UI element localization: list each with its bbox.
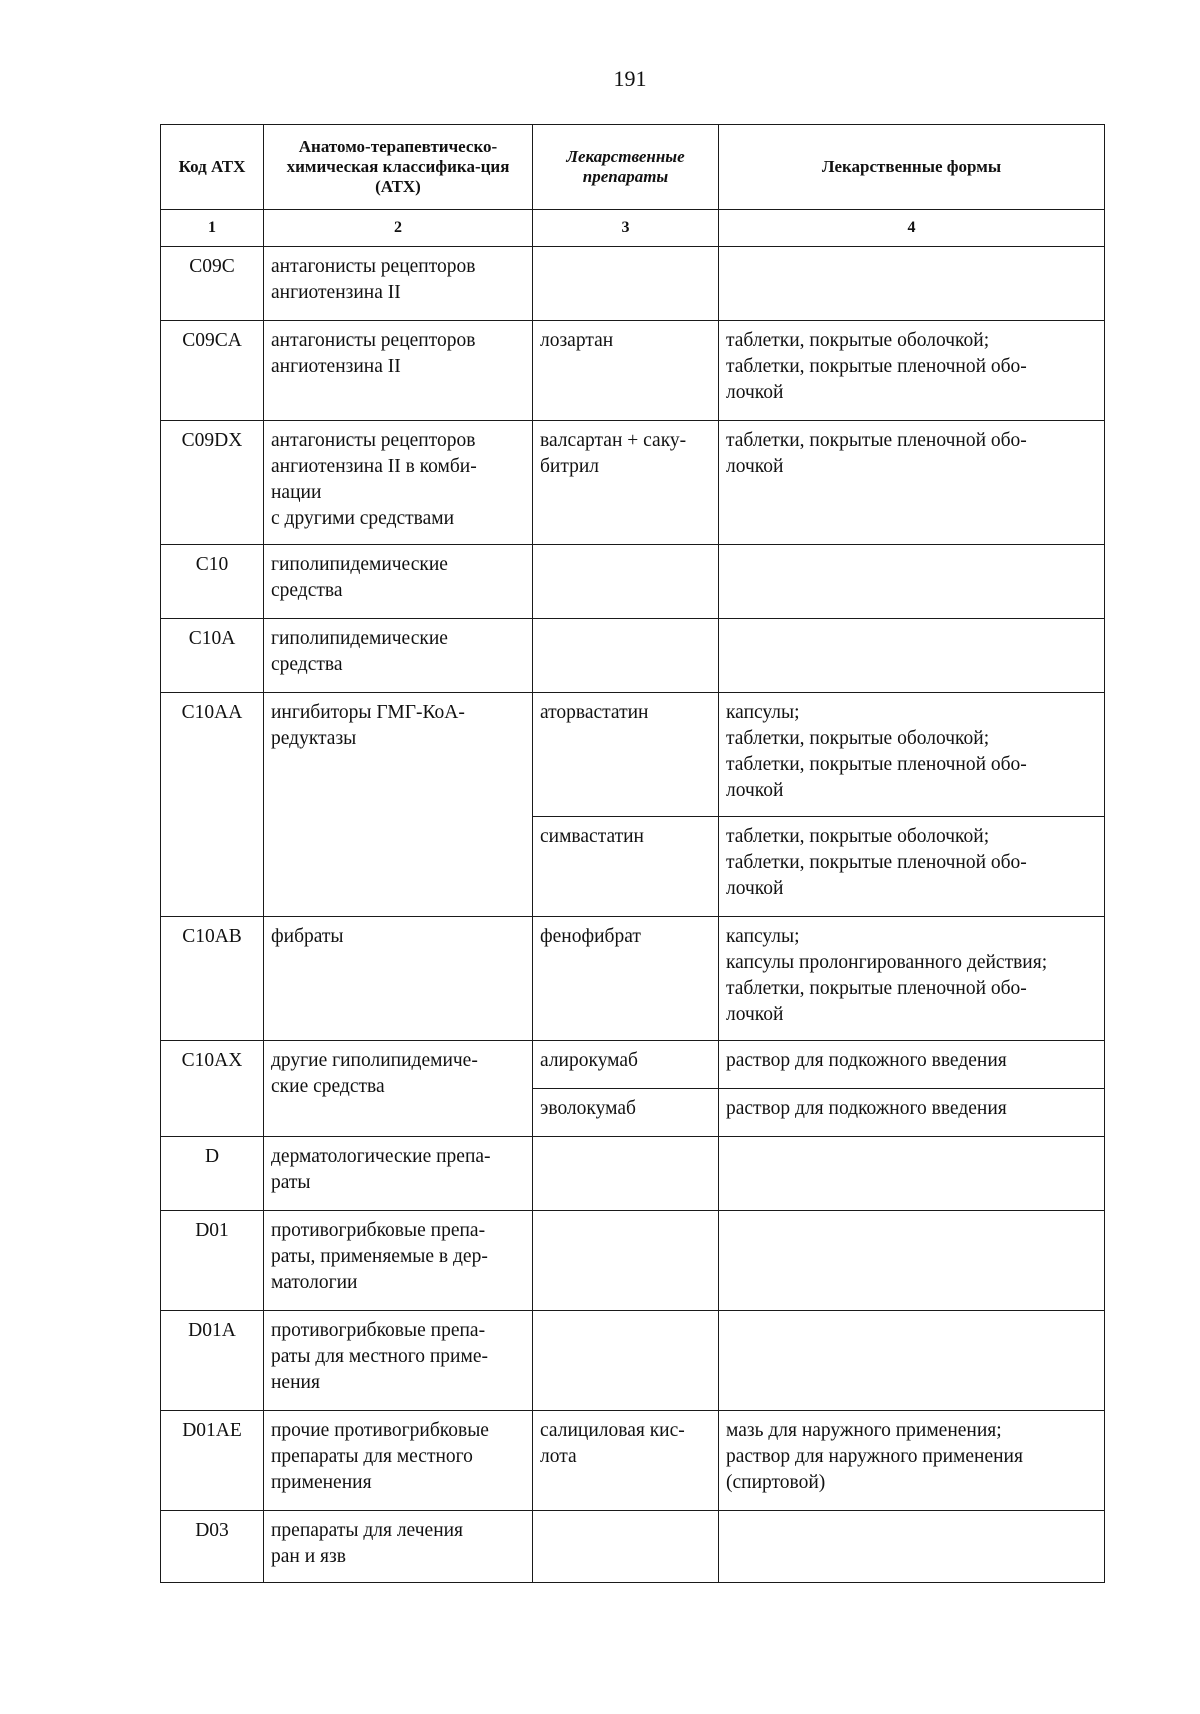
dosage-form-cell-line: лочкой bbox=[726, 382, 784, 403]
atx-classification-cell bbox=[264, 1041, 533, 1137]
dosage-form-cell-line: лочкой bbox=[726, 780, 784, 801]
dosage-form-cell-line: таблетки, покрытые пленочной обо- bbox=[726, 852, 1027, 873]
drug-cell bbox=[533, 817, 719, 917]
atx-classification-cell-line: средства bbox=[271, 580, 343, 601]
atx-classification-cell-line: раты, применяемые в дер- bbox=[271, 1246, 488, 1267]
atx-classification-cell-line: нации bbox=[271, 482, 322, 503]
atx-classification-cell-line: нения bbox=[271, 1372, 320, 1393]
drug-cell bbox=[533, 1137, 719, 1211]
atx-classification-cell bbox=[264, 421, 533, 545]
drug-cell-line: аторвастатин bbox=[540, 702, 649, 723]
dosage-form-cell-line: лочкой bbox=[726, 456, 784, 477]
atx-classification-cell-line: противогрибковые препа- bbox=[271, 1220, 486, 1241]
dosage-form-cell bbox=[719, 1089, 1105, 1137]
table-row bbox=[161, 1511, 1105, 1583]
atx-classification-cell bbox=[264, 1311, 533, 1411]
atx-classification-cell-line: ингибиторы ГМГ-КоА- bbox=[271, 702, 465, 723]
atx-classification-cell-line: применения bbox=[271, 1472, 372, 1493]
column-number: 4 bbox=[719, 210, 1105, 247]
column-number: 1 bbox=[161, 210, 264, 247]
table-row bbox=[161, 1311, 1105, 1411]
dosage-form-cell bbox=[719, 817, 1105, 917]
dosage-form-cell-line: таблетки, покрытые оболочкой; bbox=[726, 826, 990, 847]
atx-classification-cell-line: дерматологические препа- bbox=[271, 1146, 491, 1167]
dosage-form-cell bbox=[719, 1211, 1105, 1311]
atx-classification-cell bbox=[264, 1511, 533, 1583]
drug-cell bbox=[533, 1411, 719, 1511]
drug-cell bbox=[533, 1041, 719, 1089]
atx-classification-cell-line: антагонисты рецепторов bbox=[271, 330, 476, 351]
atx-classification-cell-line: ангиотензина II в комби- bbox=[271, 456, 477, 477]
drug-cell-line: симвастатин bbox=[540, 826, 644, 847]
table-row bbox=[161, 247, 1105, 321]
dosage-form-cell-line: (спиртовой) bbox=[726, 1472, 826, 1493]
drug-cell bbox=[533, 1311, 719, 1411]
atx-code-cell: C10 bbox=[161, 545, 264, 619]
table-row bbox=[161, 693, 1105, 817]
atx-classification-cell bbox=[264, 917, 533, 1041]
dosage-form-cell bbox=[719, 693, 1105, 817]
atx-code-cell: C10AA bbox=[161, 693, 264, 917]
dosage-form-cell-line: раствор для подкожного введения bbox=[726, 1098, 1007, 1119]
dosage-form-cell-line: таблетки, покрытые оболочкой; bbox=[726, 728, 990, 749]
table-row bbox=[161, 421, 1105, 545]
atx-classification-cell-line: другие гиполипидемиче- bbox=[271, 1050, 478, 1071]
dosage-form-cell-line: капсулы; bbox=[726, 926, 800, 947]
atx-classification-cell-line: ангиотензина II bbox=[271, 356, 401, 377]
drug-cell-line: алирокумаб bbox=[540, 1050, 638, 1071]
drug-cell bbox=[533, 1211, 719, 1311]
page-number: 191 bbox=[613, 66, 647, 91]
dosage-form-cell-line: таблетки, покрытые пленочной обо- bbox=[726, 430, 1027, 451]
table-row bbox=[161, 1137, 1105, 1211]
dosage-form-cell bbox=[719, 619, 1105, 693]
dosage-form-cell-line: лочкой bbox=[726, 878, 784, 899]
dosage-form-cell-line: таблетки, покрытые пленочной обо- bbox=[726, 356, 1027, 377]
dosage-form-cell-line: лочкой bbox=[726, 1004, 784, 1025]
atx-classification-cell-line: с другими средствами bbox=[271, 508, 455, 529]
atx-classification-cell bbox=[264, 545, 533, 619]
atx-classification-cell bbox=[264, 1211, 533, 1311]
table-row bbox=[161, 917, 1105, 1041]
column-number: 3 bbox=[533, 210, 719, 247]
dosage-form-cell-line: таблетки, покрытые пленочной обо- bbox=[726, 754, 1027, 775]
drug-cell-line: лота bbox=[540, 1446, 577, 1467]
atx-code-cell: C10AX bbox=[161, 1041, 264, 1137]
atx-code-cell: C10A bbox=[161, 619, 264, 693]
header-dosage-forms: Лекарственные формы bbox=[719, 125, 1105, 210]
dosage-form-cell-line: капсулы; bbox=[726, 702, 800, 723]
header-atx-code: Код АТХ bbox=[161, 125, 264, 210]
atx-code-cell: D03 bbox=[161, 1511, 264, 1583]
drug-cell bbox=[533, 247, 719, 321]
drug-cell bbox=[533, 545, 719, 619]
drug-cell-line: эволокумаб bbox=[540, 1098, 636, 1119]
atx-code-cell: C09CA bbox=[161, 321, 264, 421]
dosage-form-cell bbox=[719, 1311, 1105, 1411]
drug-cell bbox=[533, 917, 719, 1041]
drug-cell bbox=[533, 693, 719, 817]
atx-classification-cell bbox=[264, 619, 533, 693]
atx-code-cell: C09C bbox=[161, 247, 264, 321]
drug-cell bbox=[533, 619, 719, 693]
drug-cell-line: лозартан bbox=[540, 330, 614, 351]
atx-classification-cell-line: раты bbox=[271, 1172, 311, 1193]
atx-classification-cell-line: редуктазы bbox=[271, 728, 357, 749]
atx-classification-cell bbox=[264, 321, 533, 421]
dosage-form-cell bbox=[719, 321, 1105, 421]
drug-cell-line: фенофибрат bbox=[540, 926, 641, 947]
dosage-form-cell-line: таблетки, покрытые пленочной обо- bbox=[726, 978, 1027, 999]
drug-cell bbox=[533, 1511, 719, 1583]
dosage-form-cell bbox=[719, 1411, 1105, 1511]
atx-table bbox=[160, 124, 1105, 1583]
dosage-form-cell-line: раствор для подкожного введения bbox=[726, 1050, 1007, 1071]
dosage-form-cell bbox=[719, 1041, 1105, 1089]
dosage-form-cell-line: капсулы пролонгированного действия; bbox=[726, 952, 1048, 973]
atx-code-cell: D01AE bbox=[161, 1411, 264, 1511]
dosage-form-cell-line: таблетки, покрытые оболочкой; bbox=[726, 330, 990, 351]
dosage-form-cell bbox=[719, 1137, 1105, 1211]
atx-classification-cell-line: средства bbox=[271, 654, 343, 675]
table-row bbox=[161, 1041, 1105, 1089]
atx-code-cell: C10AB bbox=[161, 917, 264, 1041]
atx-classification-cell bbox=[264, 693, 533, 917]
dosage-form-cell bbox=[719, 1511, 1105, 1583]
table-row bbox=[161, 1411, 1105, 1511]
atx-classification-cell-line: противогрибковые препа- bbox=[271, 1320, 486, 1341]
dosage-form-cell bbox=[719, 545, 1105, 619]
atx-code-cell: D bbox=[161, 1137, 264, 1211]
table-row bbox=[161, 321, 1105, 421]
drug-cell bbox=[533, 421, 719, 545]
drug-cell-line: валсартан + саку- bbox=[540, 430, 687, 451]
dosage-form-cell bbox=[719, 421, 1105, 545]
header-row bbox=[161, 125, 1105, 210]
column-number: 2 bbox=[264, 210, 533, 247]
atx-classification-cell-line: ские средства bbox=[271, 1076, 385, 1097]
header-drugs: Лекарственные препараты bbox=[533, 125, 719, 210]
atx-classification-cell-line: антагонисты рецепторов bbox=[271, 256, 476, 277]
table-row bbox=[161, 545, 1105, 619]
dosage-form-cell bbox=[719, 917, 1105, 1041]
dosage-form-cell bbox=[719, 247, 1105, 321]
drug-cell-line: битрил bbox=[540, 456, 600, 477]
drug-cell-line: салициловая кис- bbox=[540, 1420, 685, 1441]
column-number-row bbox=[161, 210, 1105, 247]
atx-classification-cell-line: прочие противогрибковые bbox=[271, 1420, 489, 1441]
header-atx-classification: Анатомо-терапевтическо-химическая классифика-ция (АТХ) bbox=[264, 125, 533, 210]
atx-classification-cell-line: антагонисты рецепторов bbox=[271, 430, 476, 451]
atx-classification-cell bbox=[264, 247, 533, 321]
table-row bbox=[161, 1211, 1105, 1311]
table-body bbox=[161, 247, 1105, 1583]
dosage-form-cell-line: раствор для наружного применения bbox=[726, 1446, 1023, 1467]
atx-classification-cell-line: препараты для местного bbox=[271, 1446, 473, 1467]
atx-code-cell: D01A bbox=[161, 1311, 264, 1411]
atx-classification-cell-line: гиполипидемические bbox=[271, 554, 448, 575]
dosage-form-cell-line: мазь для наружного применения; bbox=[726, 1420, 1002, 1441]
atx-classification-cell-line: ангиотензина II bbox=[271, 282, 401, 303]
atx-classification-cell-line: гиполипидемические bbox=[271, 628, 448, 649]
atx-classification-cell-line: препараты для лечения bbox=[271, 1520, 464, 1541]
atx-classification-cell-line: ран и язв bbox=[271, 1546, 346, 1567]
atx-code-cell: C09DX bbox=[161, 421, 264, 545]
atx-classification-cell-line: матологии bbox=[271, 1272, 358, 1293]
table-row bbox=[161, 619, 1105, 693]
atx-code-cell: D01 bbox=[161, 1211, 264, 1311]
atx-classification-cell bbox=[264, 1411, 533, 1511]
drug-cell bbox=[533, 321, 719, 421]
atx-classification-cell-line: раты для местного приме- bbox=[271, 1346, 488, 1367]
drug-cell bbox=[533, 1089, 719, 1137]
atx-classification-cell bbox=[264, 1137, 533, 1211]
atx-classification-cell-line: фибраты bbox=[271, 926, 344, 947]
